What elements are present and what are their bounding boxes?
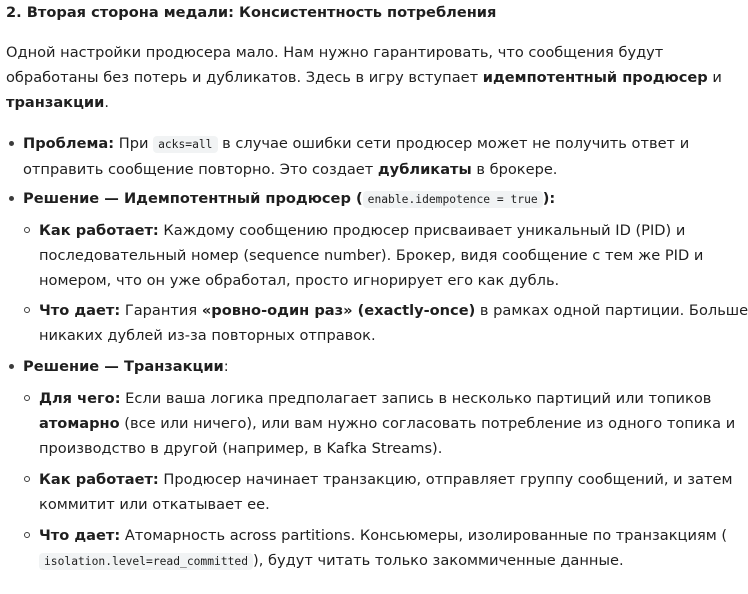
problem-text: При <box>114 135 154 152</box>
section-heading: 2. Вторая сторона медали: Консистентность потребления <box>6 4 497 21</box>
solution2-gives-line-2 <box>39 548 727 574</box>
how-text: Продюсер начинает транзакцию, отправляет группу сообщений, и затем <box>158 471 733 488</box>
solution2-why-line-1 <box>39 386 735 411</box>
intro-line-2 <box>6 65 722 90</box>
bullet-circle <box>24 532 30 538</box>
solution2-how-item <box>39 467 732 517</box>
problem-label: Проблема: <box>23 135 115 152</box>
gives-text: Атомарность across partitions. Консьюмеры, изолированные по транзакциям ( <box>120 527 728 544</box>
solution1-how-line-1 <box>39 218 703 243</box>
gives-text: ), будут читать только закоммиченные данные. <box>253 552 624 569</box>
how-label: Как работает: <box>39 222 159 239</box>
intro-line-1: Одной настройки продюсера мало. Нам нужно гарантировать, что сообщения будут <box>6 44 664 61</box>
solution2-gives-line-1 <box>39 523 727 548</box>
bullet-circle <box>24 307 30 313</box>
intro-paragraph <box>6 40 722 115</box>
intro-text: . <box>104 94 109 111</box>
intro-text: обработаны без потерь и дубликатов. Здесь в игру вступает <box>6 69 483 86</box>
gives-text: Гарантия <box>120 302 202 319</box>
gives-text: в рамках одной партиции. Больше <box>475 302 748 319</box>
solution2-label: Решение — Транзакции <box>23 358 224 375</box>
why-label: Для чего: <box>39 390 121 407</box>
solution1-gives-line-2: никаких дублей из-за повторных отправок. <box>39 327 376 344</box>
code-acks-all: acks=all <box>153 136 217 153</box>
solution1-how-item <box>39 218 703 293</box>
intro-bold-idempotent-producer: идемпотентный продюсер <box>482 69 708 86</box>
how-label: Как работает: <box>39 471 159 488</box>
why-text: (все или ничего), или вам нужно согласовать потребление из одного топика и <box>119 415 736 432</box>
why-text: Если ваша логика предполагает запись в несколько партиций или топиков <box>120 390 712 407</box>
solution1-gives-item <box>39 298 748 348</box>
solution2-why-line-3: производство в другой (например, в Kafka Streams). <box>39 440 443 457</box>
problem-text: отправить сообщение повторно. Это создает <box>23 161 378 178</box>
solution1-how-line-3: номером, что он уже обработал, просто игнорирует его как дубль. <box>39 272 560 289</box>
problem-line-1 <box>23 131 689 157</box>
how-text: Каждому сообщению продюсер присваивает уникальный ID (PID) и <box>158 222 686 239</box>
intro-text: и <box>707 69 722 86</box>
solution1-gives-line-1 <box>39 298 748 323</box>
problem-line-2 <box>23 157 689 182</box>
gives-label: Что дает: <box>39 302 121 319</box>
bullet-circle <box>24 227 30 233</box>
problem-item <box>23 131 689 182</box>
solution1-title-line <box>23 186 555 212</box>
problem-bold-duplicates: дубликаты <box>377 161 472 178</box>
intro-line-3 <box>6 90 690 115</box>
why-bold-atomic: атомарно <box>39 415 120 432</box>
problem-text: в случае ошибки сети продюсер может не получить ответ и <box>217 135 690 152</box>
gives-bold-exactly-once: «ровно-один раз» (exactly-once) <box>201 302 476 319</box>
solution2-how-line-1 <box>39 467 732 492</box>
solution1-label-close: ): <box>542 190 556 207</box>
bullet-circle <box>24 476 30 482</box>
solution2-why-line-2 <box>39 411 735 436</box>
solution2-title-line <box>23 354 229 379</box>
solution2-why-item <box>39 386 735 461</box>
bullet-circle <box>24 395 30 401</box>
solution1-how-line-2: последовательный номер (sequence number). Брокер, видя сообщение с тем же PID и <box>39 247 704 264</box>
solution1-label: Решение — Идемпотентный продюсер ( <box>23 190 363 207</box>
intro-bold-transactions: транзакции <box>6 94 105 111</box>
bullet-disc <box>9 196 14 201</box>
problem-text: в брокере. <box>471 161 558 178</box>
solution2-how-line-2: коммитит или откатывает ее. <box>39 496 270 513</box>
bullet-disc <box>9 141 14 146</box>
solution2-colon: : <box>223 358 229 375</box>
solution1-title <box>23 186 555 212</box>
gives-label: Что дает: <box>39 527 121 544</box>
solution2-title <box>23 354 229 379</box>
bullet-disc <box>9 364 14 369</box>
code-isolation-level: isolation.level=read_committed <box>39 553 253 570</box>
code-enable-idempotence: enable.idempotence = true <box>363 191 543 208</box>
solution2-gives-item <box>39 523 727 574</box>
